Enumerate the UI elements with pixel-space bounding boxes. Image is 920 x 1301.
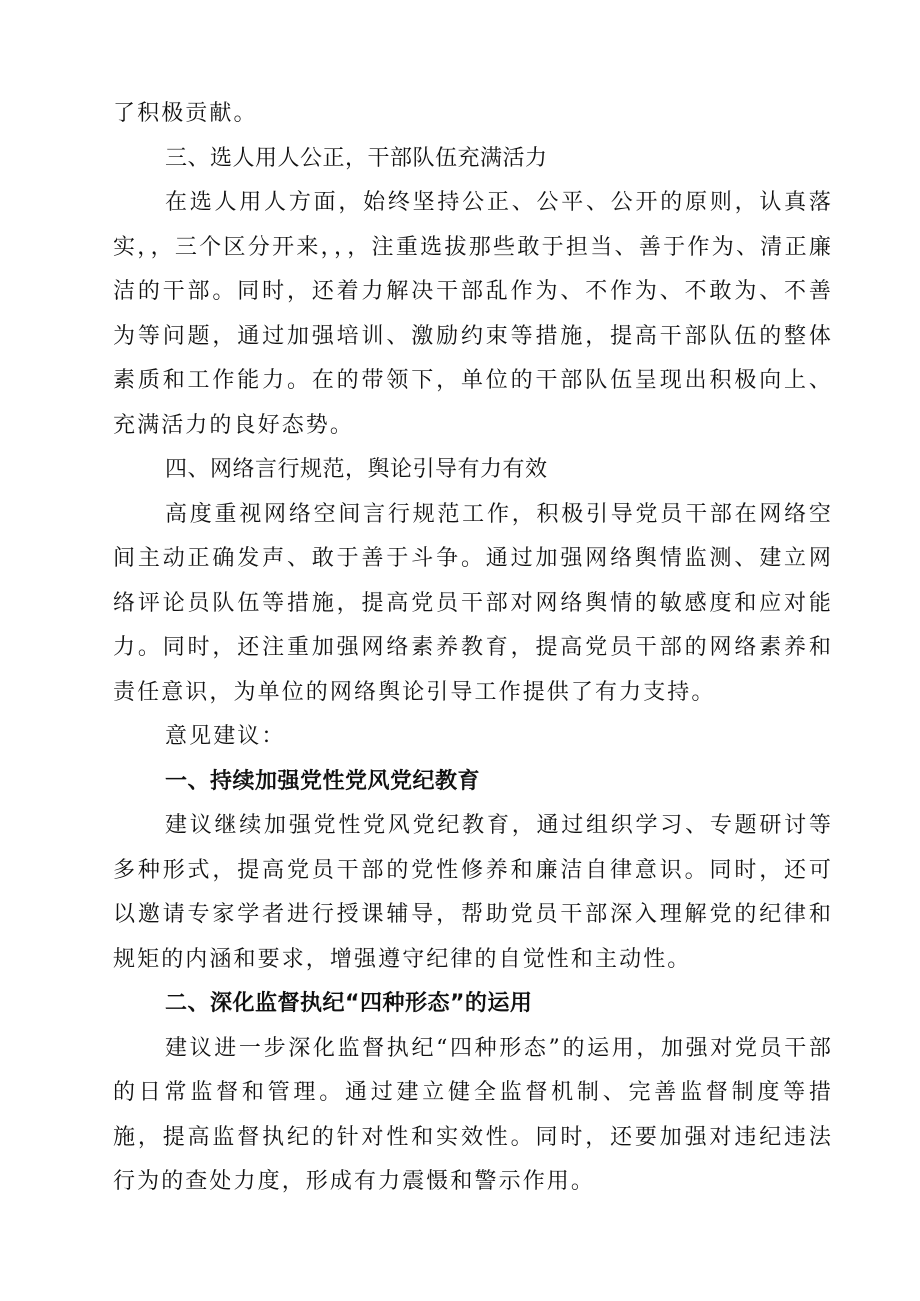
- paragraph-suggestion-2: 建议进一步深化监督执纪“四种形态”的运用，加强对党员干部的日常监督和管理。通过建立健全监督机制、完善监督制度等措施，提高监督执纪的针对性和实效性。同时，还要加强对违纪违法行为的查处力度，形成有力震慑和警示作用。: [113, 1035, 833, 1194]
- paragraph-continuation: 了积极贡献。: [113, 101, 258, 126]
- suggestion-heading-1: 一、持续加强党性党风党纪教育: [165, 768, 481, 794]
- paragraph-network: 高度重视网络空间言行规范工作，积极引导党员干部在网络空间主动正确发声、敢于善于斗争。通过加强网络舆情监测、建立网络评论员队伍等措施，提高党员干部对网络舆情的敏感度和应对能力。同时，还注重加强网络素养教育，提高党员干部的网络素养和责任意识，为单位的网络舆论引导工作提供了有力支持。: [113, 501, 833, 705]
- document-body: [113, 92, 833, 1205]
- paragraph-suggestion-1: 建议继续加强党性党风党纪教育，通过组织学习、专题研讨等多种形式，提高党员干部的党性修养和廉洁自律意识。同时，还可以邀请专家学者进行授课辅导，帮助党员干部深入理解党的纪律和规矩的内涵和要求，增强遵守纪律的自觉性和主动性。: [113, 813, 833, 972]
- section-heading-4: 四、网络言行规范，舆论引导有力有效: [165, 457, 548, 482]
- suggestion-heading-2: 二、深化监督执纪“四种形态”的运用: [165, 991, 533, 1016]
- paragraph-personnel: 在选人用人方面，始终坚持公正、公平、公开的原则，认真落实，，三个区分开来，，，注重选拔那些敢于担当、善于作为、清正廉洁的干部。同时，还着力解决干部乱作为、不作为、不敢为、不善为等问题，通过加强培训、激励约束等措施，提高干部队伍的整体素质和工作能力。在的带领下，单位的干部队伍呈现出积极向上、充满活力的良好态势。: [113, 190, 833, 438]
- suggestions-label: 意见建议：: [165, 724, 286, 749]
- section-heading-3: 三、选人用人公正，干部队伍充满活力: [165, 145, 548, 171]
